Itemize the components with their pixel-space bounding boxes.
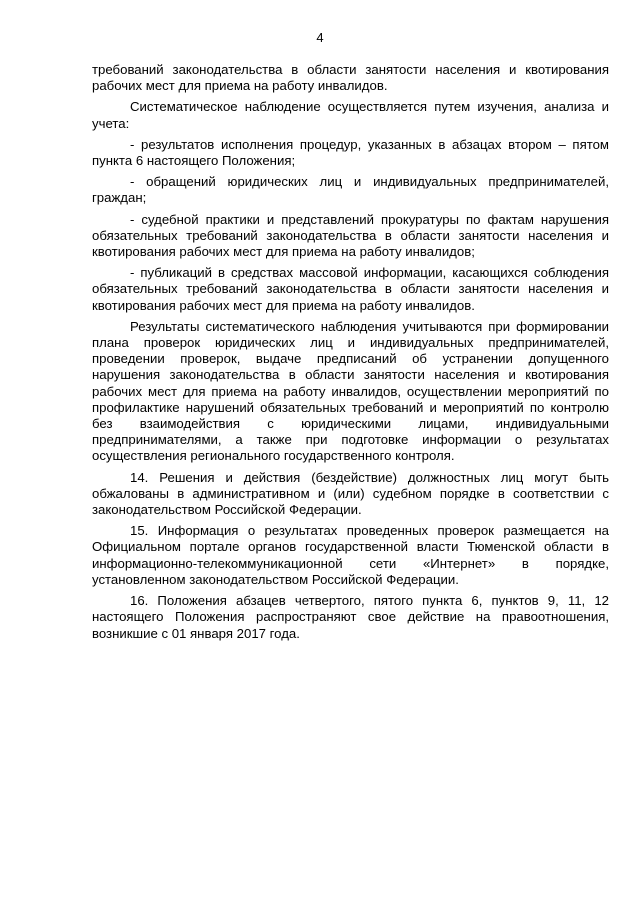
paragraph-item-15: 15. Информация о результатах проведенных проверок размещается на Официальном портале органов государственной власти Тюменской области в информационно-телекоммуникационной сети «Интернет» в порядке, установленном законодательством Российской Федерации.: [92, 523, 609, 587]
paragraph-item-16: 16. Положения абзацев четвертого, пятого пункта 6, пунктов 9, 11, 12 настоящего Положения распространяют свое действие на правоотношения, возникшие с 01 января 2017 года.: [92, 593, 609, 641]
list-item-procedure-results: - результатов исполнения процедур, указанных в абзацах втором – пятом пункта 6 настоящего Положения;: [92, 136, 609, 169]
list-item-court-practice: - судебной практики и представлений прокуратуры по фактам нарушения обязательных требований законодательства в области занятости населения и квотирования рабочих мест для приема на работу инвалидов;: [92, 211, 609, 260]
page-number: 4: [316, 30, 324, 45]
paragraph-continuation: требований законодательства в области занятости населения и квотирования рабочих мест для приема на работу инвалидов.: [92, 62, 609, 94]
list-item-media-publications: - публикаций в средствах массовой информации, касающихся соблюдения обязательных требований законодательства в области занятости населения и квотирования рабочих мест для приема на работу инвалидов.: [92, 265, 609, 313]
paragraph-observation-intro: Систематическое наблюдение осуществляется путем изучения, анализа и учета:: [92, 99, 609, 131]
list-item-appeals: - обращений юридических лиц и индивидуальных предпринимателей, граждан;: [92, 174, 609, 206]
paragraph-item-14: 14. Решения и действия (бездействие) должностных лиц могут быть обжалованы в административном и (или) судебном порядке в соответствии с законодательством Российской Федерации.: [92, 469, 609, 518]
paragraph-observation-results: Результаты систематического наблюдения учитываются при формировании плана проверок юридических лиц и индивидуальных предпринимателей, проведении проверок, выдаче предписаний об устранении допущенного нарушения законодательства в области занятости населения и квотирования рабочих мест для приема на работу инвалидов, осуществлении мероприятий по профилактике нарушений обязательных требований и мероприятий по контролю без взаимодействия с юридическими лицами, индивидуальными предпринимателями, а также при подготовке информации о результатах осуществления регионального государственного контроля.: [92, 318, 609, 464]
document-body: [92, 62, 609, 647]
